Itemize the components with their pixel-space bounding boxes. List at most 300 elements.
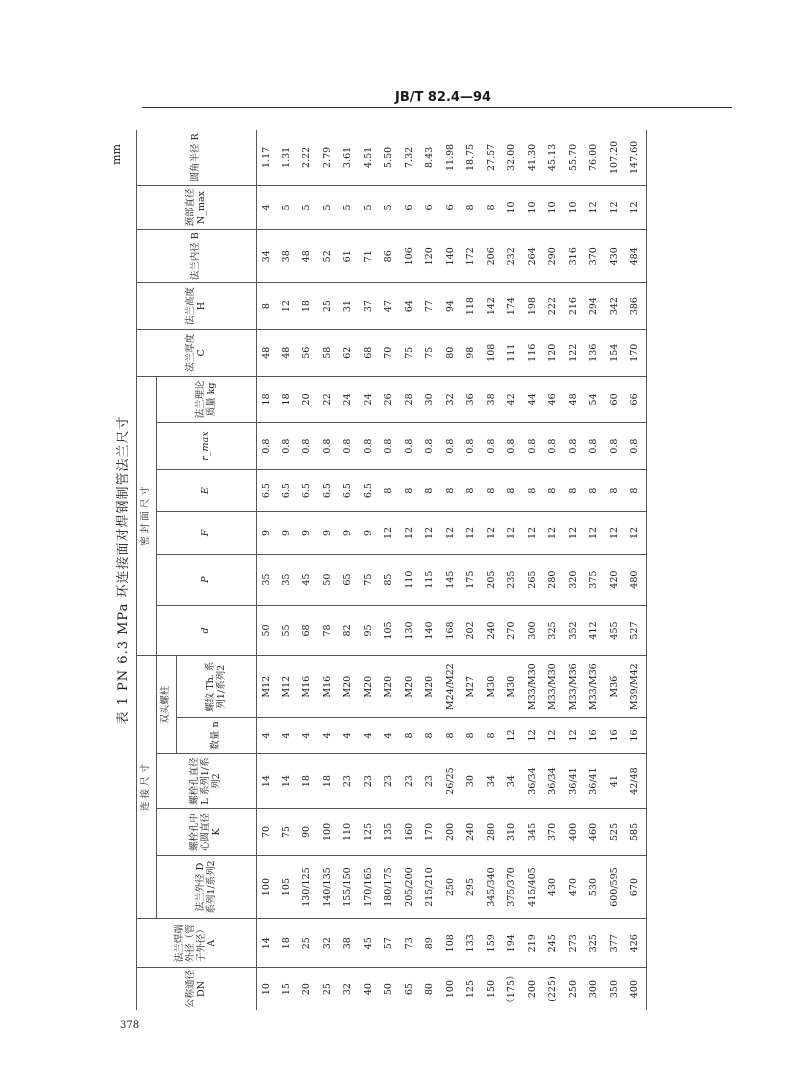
cell-f: 12 <box>441 512 462 554</box>
cell-b: 47 <box>380 283 401 330</box>
table-row <box>523 130 544 1010</box>
cell-k: 280 <box>482 809 503 856</box>
cell-l: 30 <box>462 754 483 809</box>
cell-mass: 2.22 <box>298 130 319 185</box>
cell-f: 12 <box>605 512 626 554</box>
col-nmax: 颈部直径 N_max <box>137 185 257 230</box>
cell-k: 110 <box>339 809 360 856</box>
cell-e: 8 <box>441 469 462 511</box>
cell-b: 216 <box>564 283 585 330</box>
cell-mass: 76.00 <box>585 130 606 185</box>
col-b: 法兰内径 B <box>137 230 257 283</box>
cell-nmax: 264 <box>523 230 544 283</box>
flange-dimension-table <box>136 130 647 1010</box>
cell-f: 12 <box>462 512 483 554</box>
cell-dn: 25 <box>318 968 339 1010</box>
cell-sd: 50 <box>257 605 278 656</box>
cell-sd: 78 <box>318 605 339 656</box>
cell-dn: 300 <box>585 968 606 1010</box>
cell-p: 50 <box>318 554 339 605</box>
cell-rmax: 0.8 <box>564 423 585 470</box>
cell-dn: 80 <box>421 968 442 1010</box>
cell-k: 70 <box>257 809 278 856</box>
cell-d: 140/135 <box>318 855 339 919</box>
cell-l: 41 <box>605 754 626 809</box>
col-e: E <box>157 469 257 511</box>
cell-dn: 50 <box>380 968 401 1010</box>
cell-k: 310 <box>503 809 524 856</box>
col-l: 螺栓孔直径 L 系列1/系列2 <box>157 754 257 809</box>
cell-r: 5 <box>339 185 360 230</box>
cell-nmax: 430 <box>605 230 626 283</box>
cell-n: 12 <box>564 717 585 753</box>
cell-l: 34 <box>482 754 503 809</box>
cell-rmax: 0.8 <box>482 423 503 470</box>
cell-h: 70 <box>380 329 401 376</box>
cell-e: 8 <box>626 469 647 511</box>
cell-rmax: 0.8 <box>277 423 298 470</box>
cell-a: 159 <box>482 919 503 968</box>
cell-r: 5 <box>318 185 339 230</box>
cell-nmax: 484 <box>626 230 647 283</box>
cell-nmax: 48 <box>298 230 319 283</box>
cell-d: 250 <box>441 855 462 919</box>
cell-th: M33/M36 <box>564 656 585 718</box>
cell-nmax: 106 <box>400 230 421 283</box>
cell-n: 4 <box>298 717 319 753</box>
cell-nmax: 290 <box>544 230 565 283</box>
cell-p: 320 <box>564 554 585 605</box>
cell-dn: 150 <box>482 968 503 1010</box>
cell-sd: 105 <box>380 605 401 656</box>
cell-n: 16 <box>585 717 606 753</box>
cell-n: 4 <box>257 717 278 753</box>
cell-l: 36/41 <box>564 754 585 809</box>
cell-l: 18 <box>298 754 319 809</box>
cell-k: 370 <box>544 809 565 856</box>
cell-rmax: 0.8 <box>462 423 483 470</box>
cell-b: 8 <box>257 283 278 330</box>
cell-d: 470 <box>564 855 585 919</box>
cell-mass: 18.75 <box>462 130 483 185</box>
cell-sd: 455 <box>605 605 626 656</box>
cell-rmax: 0.8 <box>400 423 421 470</box>
cell-p: 45 <box>298 554 319 605</box>
cell-c: 22 <box>318 376 339 423</box>
col-r: 圆角半径 R <box>137 130 257 185</box>
cell-d: 600/595 <box>605 855 626 919</box>
cell-a: 25 <box>298 919 319 968</box>
table-row <box>380 130 401 1010</box>
cell-h: 75 <box>400 329 421 376</box>
col-mass: 法兰理论质量 kg <box>157 376 257 423</box>
cell-sd: 352 <box>564 605 585 656</box>
cell-c: 44 <box>523 376 544 423</box>
cell-th: M33/M30 <box>544 656 565 718</box>
group-flange-dims: 连 接 尺 寸 <box>137 656 157 919</box>
cell-p: 265 <box>523 554 544 605</box>
cell-r: 4 <box>257 185 278 230</box>
cell-p: 35 <box>277 554 298 605</box>
cell-rmax: 0.8 <box>359 423 380 470</box>
cell-k: 400 <box>564 809 585 856</box>
cell-sd: 240 <box>482 605 503 656</box>
cell-e: 8 <box>605 469 626 511</box>
cell-d: 130/125 <box>298 855 319 919</box>
cell-p: 65 <box>339 554 360 605</box>
cell-rmax: 0.8 <box>605 423 626 470</box>
cell-b: 198 <box>523 283 544 330</box>
cell-dn: 10 <box>257 968 278 1010</box>
cell-r: 5 <box>277 185 298 230</box>
cell-rmax: 0.8 <box>298 423 319 470</box>
cell-a: 219 <box>523 919 544 968</box>
cell-dn: 400 <box>626 968 647 1010</box>
cell-nmax: 71 <box>359 230 380 283</box>
cell-e: 8 <box>503 469 524 511</box>
cell-f: 12 <box>523 512 544 554</box>
cell-c: 38 <box>482 376 503 423</box>
cell-dn: 200 <box>523 968 544 1010</box>
cell-d: 430 <box>544 855 565 919</box>
cell-th: M12 <box>257 656 278 718</box>
cell-rmax: 0.8 <box>421 423 442 470</box>
cell-a: 325 <box>585 919 606 968</box>
table-row <box>318 130 339 1010</box>
cell-r: 12 <box>605 185 626 230</box>
cell-nmax: 38 <box>277 230 298 283</box>
cell-f: 9 <box>257 512 278 554</box>
cell-mass: 1.17 <box>257 130 278 185</box>
cell-e: 8 <box>564 469 585 511</box>
cell-e: 6.5 <box>257 469 278 511</box>
col-h: 法兰高度 H <box>137 283 257 330</box>
table-row <box>544 130 565 1010</box>
cell-dn: 15 <box>277 968 298 1010</box>
cell-l: 23 <box>421 754 442 809</box>
cell-dn: （175） <box>503 968 524 1010</box>
cell-th: M24/M22 <box>441 656 462 718</box>
cell-r: 5 <box>380 185 401 230</box>
cell-d: 295 <box>462 855 483 919</box>
table-row <box>585 130 606 1010</box>
cell-e: 6.5 <box>339 469 360 511</box>
cell-r: 10 <box>523 185 544 230</box>
cell-f: 9 <box>298 512 319 554</box>
cell-mass: 11.98 <box>441 130 462 185</box>
cell-p: 110 <box>400 554 421 605</box>
cell-d: 105 <box>277 855 298 919</box>
cell-b: 77 <box>421 283 442 330</box>
cell-nmax: 140 <box>441 230 462 283</box>
cell-r: 8 <box>482 185 503 230</box>
cell-b: 222 <box>544 283 565 330</box>
cell-sd: 202 <box>462 605 483 656</box>
cell-nmax: 206 <box>482 230 503 283</box>
cell-e: 6.5 <box>318 469 339 511</box>
cell-mass: 2.79 <box>318 130 339 185</box>
cell-n: 12 <box>503 717 524 753</box>
col-a: 法兰焊端外径（管子外径） A <box>137 919 257 968</box>
cell-h: 116 <box>523 329 544 376</box>
cell-n: 4 <box>277 717 298 753</box>
cell-th: M20 <box>400 656 421 718</box>
cell-k: 90 <box>298 809 319 856</box>
cell-l: 26/25 <box>441 754 462 809</box>
cell-f: 9 <box>339 512 360 554</box>
cell-d: 170/165 <box>359 855 380 919</box>
cell-b: 118 <box>462 283 483 330</box>
cell-nmax: 370 <box>585 230 606 283</box>
cell-d: 155/150 <box>339 855 360 919</box>
cell-p: 175 <box>462 554 483 605</box>
cell-a: 57 <box>380 919 401 968</box>
cell-a: 273 <box>564 919 585 968</box>
cell-h: 68 <box>359 329 380 376</box>
cell-b: 294 <box>585 283 606 330</box>
col-f: F <box>157 512 257 554</box>
cell-a: 14 <box>257 919 278 968</box>
cell-b: 386 <box>626 283 647 330</box>
cell-r: 8 <box>462 185 483 230</box>
cell-l: 14 <box>277 754 298 809</box>
cell-th: M39/M42 <box>626 656 647 718</box>
cell-n: 16 <box>605 717 626 753</box>
cell-dn: 65 <box>400 968 421 1010</box>
group-stud: 双头螺柱 <box>157 656 177 754</box>
cell-p: 145 <box>441 554 462 605</box>
cell-r: 6 <box>421 185 442 230</box>
cell-nmax: 52 <box>318 230 339 283</box>
cell-rmax: 0.8 <box>257 423 278 470</box>
cell-k: 585 <box>626 809 647 856</box>
cell-r: 12 <box>585 185 606 230</box>
table-row <box>277 130 298 1010</box>
cell-l: 23 <box>400 754 421 809</box>
table-row <box>339 130 360 1010</box>
cell-k: 75 <box>277 809 298 856</box>
cell-c: 24 <box>359 376 380 423</box>
cell-dn: (225) <box>544 968 565 1010</box>
cell-nmax: 232 <box>503 230 524 283</box>
cell-e: 8 <box>544 469 565 511</box>
cell-d: 345/340 <box>482 855 503 919</box>
table-row <box>257 130 278 1010</box>
col-n: 数量 n <box>177 717 257 753</box>
table-row <box>482 130 503 1010</box>
col-seal-d: d <box>157 605 257 656</box>
cell-th: M36 <box>605 656 626 718</box>
cell-sd: 325 <box>544 605 565 656</box>
cell-dn: 40 <box>359 968 380 1010</box>
cell-mass: 5.50 <box>380 130 401 185</box>
cell-r: 5 <box>359 185 380 230</box>
cell-mass: 8.43 <box>421 130 442 185</box>
cell-rmax: 0.8 <box>503 423 524 470</box>
cell-rmax: 0.8 <box>626 423 647 470</box>
cell-sd: 527 <box>626 605 647 656</box>
table-title: 表 1 PN 6.3 MPa 环连接面对焊钢制管法兰尺寸 <box>116 415 131 725</box>
cell-b: 37 <box>359 283 380 330</box>
cell-e: 8 <box>482 469 503 511</box>
page-number: 378 <box>120 1020 140 1031</box>
cell-a: 426 <box>626 919 647 968</box>
cell-rmax: 0.8 <box>318 423 339 470</box>
col-p: P <box>157 554 257 605</box>
cell-n: 16 <box>626 717 647 753</box>
cell-th: M20 <box>359 656 380 718</box>
cell-a: 18 <box>277 919 298 968</box>
cell-l: 42/48 <box>626 754 647 809</box>
cell-f: 12 <box>626 512 647 554</box>
cell-f: 12 <box>544 512 565 554</box>
cell-dn: 100 <box>441 968 462 1010</box>
col-th: 螺纹 Th. 系列1/系列2 <box>177 656 257 718</box>
cell-p: 375 <box>585 554 606 605</box>
cell-h: 136 <box>585 329 606 376</box>
cell-h: 122 <box>564 329 585 376</box>
cell-d: 375/370 <box>503 855 524 919</box>
table-row <box>421 130 442 1010</box>
cell-dn: 125 <box>462 968 483 1010</box>
cell-l: 18 <box>318 754 339 809</box>
cell-rmax: 0.8 <box>585 423 606 470</box>
cell-e: 6.5 <box>298 469 319 511</box>
cell-l: 14 <box>257 754 278 809</box>
table-row <box>400 130 421 1010</box>
cell-h: 58 <box>318 329 339 376</box>
cell-p: 480 <box>626 554 647 605</box>
cell-d: 180/175 <box>380 855 401 919</box>
cell-c: 48 <box>564 376 585 423</box>
cell-a: 32 <box>318 919 339 968</box>
cell-mass: 41.30 <box>523 130 544 185</box>
cell-dn: 32 <box>339 968 360 1010</box>
rotated-table-area <box>110 130 710 1010</box>
cell-k: 345 <box>523 809 544 856</box>
cell-c: 54 <box>585 376 606 423</box>
cell-c: 66 <box>626 376 647 423</box>
col-dn: 公称通径 DN <box>137 968 257 1010</box>
cell-n: 8 <box>482 717 503 753</box>
cell-c: 32 <box>441 376 462 423</box>
col-d: 法兰外径 D 系列1/系列2 <box>157 855 257 919</box>
cell-d: 215/210 <box>421 855 442 919</box>
cell-sd: 270 <box>503 605 524 656</box>
cell-th: M33/M30 <box>523 656 544 718</box>
cell-h: 170 <box>626 329 647 376</box>
cell-e: 6.5 <box>277 469 298 511</box>
cell-l: 23 <box>380 754 401 809</box>
cell-mass: 27.57 <box>482 130 503 185</box>
cell-l: 36/34 <box>544 754 565 809</box>
cell-a: 45 <box>359 919 380 968</box>
cell-e: 8 <box>462 469 483 511</box>
cell-k: 135 <box>380 809 401 856</box>
cell-e: 8 <box>421 469 442 511</box>
cell-p: 35 <box>257 554 278 605</box>
cell-k: 170 <box>421 809 442 856</box>
cell-c: 20 <box>298 376 319 423</box>
cell-f: 12 <box>380 512 401 554</box>
cell-b: 174 <box>503 283 524 330</box>
cell-th: M27 <box>462 656 483 718</box>
cell-mass: 32.00 <box>503 130 524 185</box>
cell-n: 12 <box>544 717 565 753</box>
cell-r: 10 <box>564 185 585 230</box>
table-row <box>626 130 647 1010</box>
cell-k: 160 <box>400 809 421 856</box>
cell-c: 18 <box>277 376 298 423</box>
cell-n: 4 <box>339 717 360 753</box>
cell-k: 200 <box>441 809 462 856</box>
cell-rmax: 0.8 <box>339 423 360 470</box>
group-seal: 密 封 面 尺 寸 <box>137 376 157 656</box>
cell-mass: 7.32 <box>400 130 421 185</box>
cell-h: 56 <box>298 329 319 376</box>
cell-sd: 140 <box>421 605 442 656</box>
cell-n: 12 <box>523 717 544 753</box>
cell-sd: 412 <box>585 605 606 656</box>
cell-l: 23 <box>339 754 360 809</box>
cell-b: 12 <box>277 283 298 330</box>
cell-mass: 45.13 <box>544 130 565 185</box>
cell-e: 8 <box>380 469 401 511</box>
cell-h: 48 <box>257 329 278 376</box>
cell-mass: 4.51 <box>359 130 380 185</box>
cell-b: 142 <box>482 283 503 330</box>
cell-n: 4 <box>318 717 339 753</box>
cell-nmax: 86 <box>380 230 401 283</box>
cell-a: 194 <box>503 919 524 968</box>
cell-e: 6.5 <box>359 469 380 511</box>
cell-h: 154 <box>605 329 626 376</box>
cell-p: 85 <box>380 554 401 605</box>
cell-dn: 250 <box>564 968 585 1010</box>
cell-rmax: 0.8 <box>441 423 462 470</box>
cell-p: 205 <box>482 554 503 605</box>
col-c: 法兰厚度 C <box>137 329 257 376</box>
cell-a: 73 <box>400 919 421 968</box>
cell-h: 48 <box>277 329 298 376</box>
cell-f: 12 <box>421 512 442 554</box>
cell-p: 420 <box>605 554 626 605</box>
cell-h: 108 <box>482 329 503 376</box>
cell-sd: 130 <box>400 605 421 656</box>
cell-d: 100 <box>257 855 278 919</box>
cell-c: 36 <box>462 376 483 423</box>
cell-l: 34 <box>503 754 524 809</box>
cell-k: 240 <box>462 809 483 856</box>
cell-h: 75 <box>421 329 442 376</box>
cell-n: 8 <box>462 717 483 753</box>
cell-f: 12 <box>400 512 421 554</box>
cell-nmax: 316 <box>564 230 585 283</box>
cell-f: 12 <box>585 512 606 554</box>
table-row <box>462 130 483 1010</box>
cell-nmax: 34 <box>257 230 278 283</box>
cell-c: 30 <box>421 376 442 423</box>
cell-r: 10 <box>544 185 565 230</box>
cell-b: 18 <box>298 283 319 330</box>
cell-p: 280 <box>544 554 565 605</box>
cell-mass: 3.61 <box>339 130 360 185</box>
table-row <box>564 130 585 1010</box>
cell-d: 205/200 <box>400 855 421 919</box>
cell-a: 108 <box>441 919 462 968</box>
cell-th: M16 <box>318 656 339 718</box>
cell-d: 530 <box>585 855 606 919</box>
